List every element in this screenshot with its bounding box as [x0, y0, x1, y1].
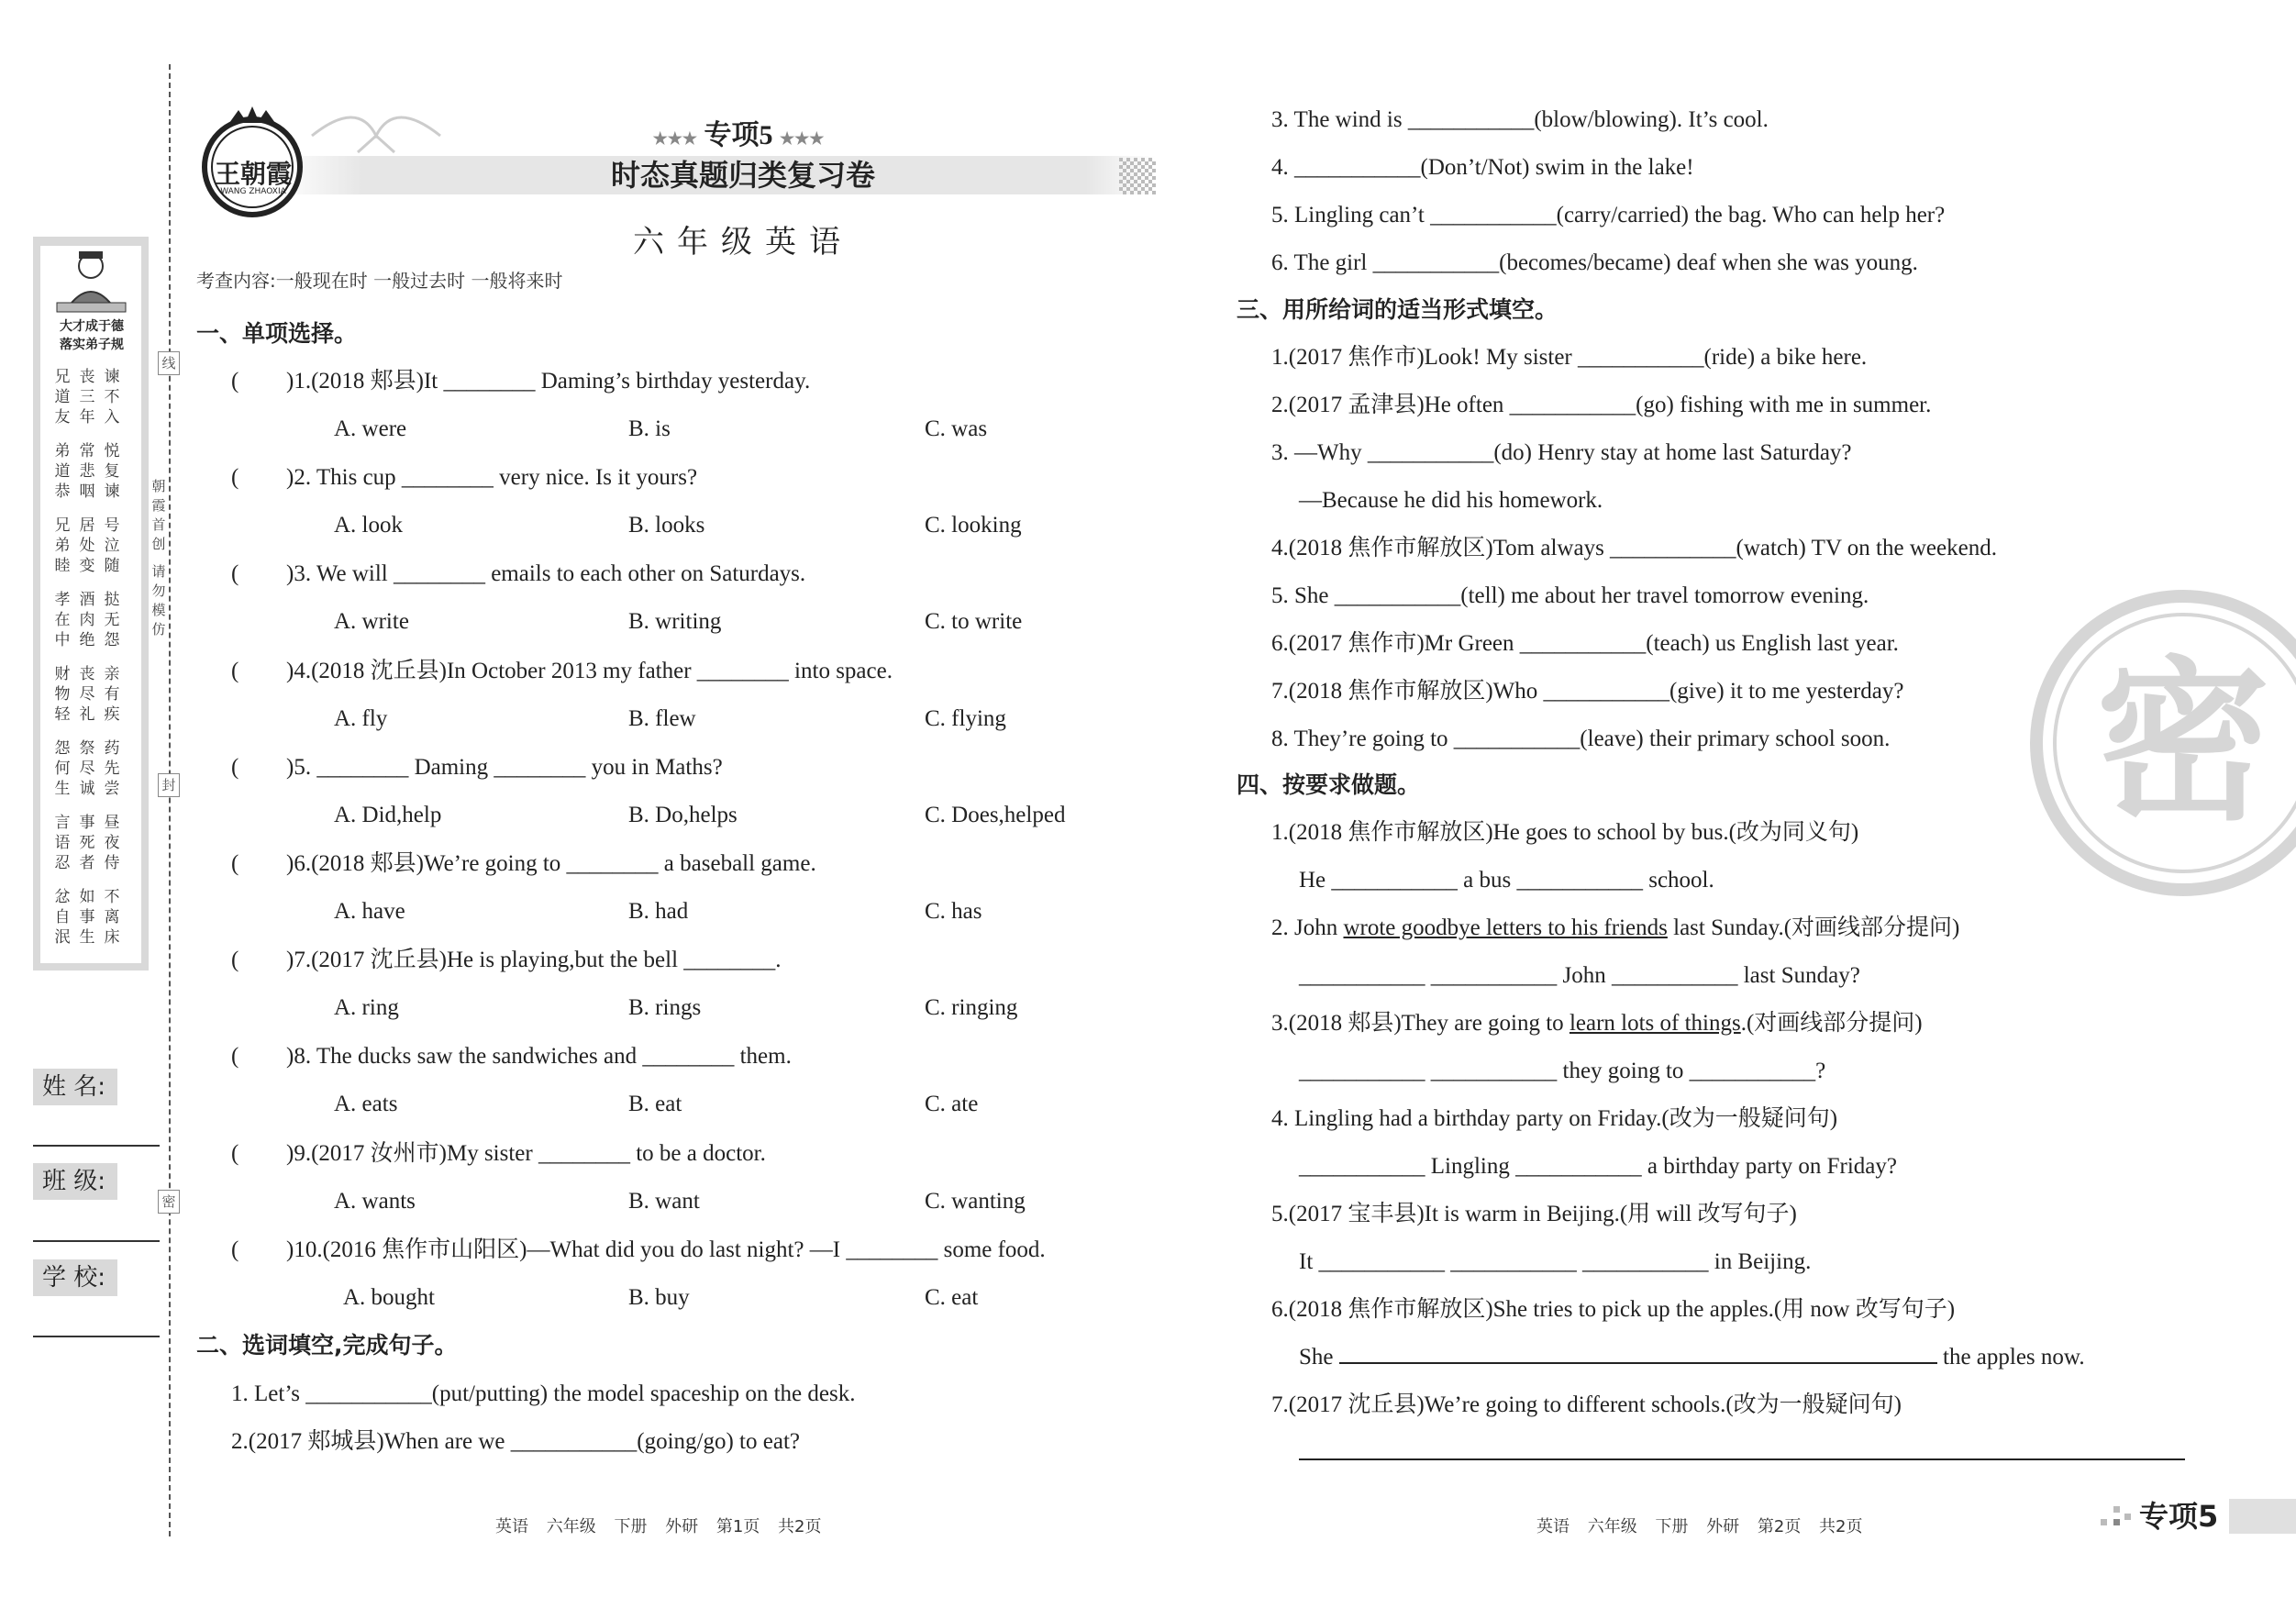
option-a[interactable]: A. wants [334, 1188, 416, 1214]
s4-q7: 7.(2017 沈丘县)We’re going to different schools.(改为一般疑问句) [1271, 1392, 1902, 1417]
answer-paren[interactable]: ( [231, 1237, 239, 1262]
verse-line: 兄丧谏 [54, 368, 129, 386]
question-row [231, 944, 782, 977]
s3-item: 7.(2018 焦作市解放区)Who ___________(give) it to me yesterday? [1271, 679, 1904, 704]
verse-line: 弟常悦 [54, 442, 129, 460]
name-field[interactable] [33, 1145, 160, 1147]
question-text: )4.(2018 沈丘县)In October 2013 my father ________ into space. [286, 658, 893, 683]
q6-answer-suffix: the apples now. [1943, 1345, 2085, 1370]
verse-line: 友年入 [54, 408, 129, 427]
logo-text: 王朝霞 [214, 159, 292, 189]
footer-right: 英语 六年级 下册 外研 第2页 共2页 [1536, 1517, 1863, 1536]
option-a[interactable]: A. bought [343, 1284, 435, 1310]
question-text: )6.(2018 郏县)We’re going to ________ a baseball game. [286, 851, 816, 876]
s4-q1-answer: He ___________ a bus ___________ school. [1299, 868, 1714, 893]
verse-line: 睦变随 [54, 557, 129, 575]
question-text: )2. This cup ________ very nice. Is it yours? [286, 465, 698, 491]
s2-item: 1. Let’s ___________(put/putting) the model spaceship on the desk. [231, 1381, 856, 1406]
option-c[interactable]: C. to write [925, 609, 1023, 635]
s3-item: 2.(2017 孟津县)He often ___________(go) fishing with me in summer. [1271, 393, 1932, 417]
seal-char: 线 [158, 351, 180, 375]
verse-line: 道三不 [54, 388, 129, 406]
s4-q2-answer: ___________ ___________ John ___________ last Sunday? [1299, 963, 1860, 988]
s3-item: 5. She ___________(tell) me about her travel tomorrow evening. [1271, 583, 1869, 608]
option-b[interactable]: B. looks [628, 513, 705, 538]
option-c[interactable]: C. Does,helped [925, 802, 1066, 827]
s3-item: —Because he did his homework. [1299, 488, 1603, 513]
verse-line: 在肉无 [54, 611, 129, 629]
option-b[interactable]: B. eat [628, 1092, 682, 1117]
s4-q5-answer: It ___________ ___________ ___________ in Beijing. [1299, 1249, 1812, 1274]
q2-suffix: last Sunday.(对画线部分提问) [1667, 915, 1960, 940]
footer-left: 英语 六年级 下册 外研 第1页 共2页 [495, 1517, 822, 1536]
footer-tag-bar [2229, 1499, 2296, 1534]
option-a[interactable]: A. fly [334, 705, 388, 731]
question-row [231, 1234, 1046, 1267]
question-text: )3. We will ________ emails to each other on Saturdays. [286, 561, 806, 587]
s2-item: 5. Lingling can’t ___________(carry/carried) the bag. Who can help her? [1271, 203, 1946, 227]
question-text: )8. The ducks saw the sandwiches and ________ them. [286, 1044, 792, 1070]
option-b[interactable]: B. flew [628, 705, 696, 731]
special-label: 专项5 [704, 120, 773, 150]
checker-icon [2101, 1506, 2132, 1532]
logo-subtext: WANG ZHAOXIA [220, 187, 286, 196]
class-field[interactable] [33, 1240, 160, 1242]
side-motto [44, 317, 139, 354]
s2-item: 3. The wind is ___________(blow/blowing). It’s cool. [1271, 107, 1769, 132]
section1-heading: 一、单项选择。 [196, 320, 358, 347]
q3-prefix: 3.(2018 郏县)They are going to [1271, 1011, 1569, 1036]
option-a[interactable]: A. were [334, 416, 407, 441]
side-note-char: 霞 [151, 497, 166, 514]
school-label: 学 校: [33, 1259, 117, 1296]
section3-heading: 三、用所给词的适当形式填空。 [1237, 296, 1558, 323]
option-b[interactable]: B. is [628, 416, 671, 441]
name-label: 姓 名: [33, 1069, 117, 1105]
option-b[interactable]: B. writing [628, 609, 722, 635]
verse-line: 道悲复 [54, 462, 129, 481]
s3-item: 6.(2017 焦作市)Mr Green ___________(teach) us English last year. [1271, 631, 1899, 656]
question-row [231, 1040, 792, 1073]
section2-heading: 二、选词填空,完成句子。 [196, 1332, 458, 1359]
answer-paren[interactable]: ( [231, 1044, 239, 1070]
option-b[interactable]: B. Do,helps [628, 802, 738, 827]
motto-line-1: 大才成于德 [60, 319, 124, 334]
s2-item: 6. The girl ___________(becomes/became) deaf when she was young. [1271, 250, 1918, 275]
checker-pattern [1119, 158, 1156, 194]
verse-line: 自事离 [54, 908, 129, 926]
scholar-icon [48, 246, 135, 319]
option-c[interactable]: C. has [925, 899, 982, 924]
s4-q3 [1271, 1007, 1923, 1040]
verse-line: 生诚尝 [54, 780, 129, 798]
verse-line: 孝酒挞 [54, 591, 129, 609]
motto-line-2: 落实弟子规 [60, 338, 124, 352]
side-note-char: 模 [151, 602, 166, 618]
verse-line: 物尽有 [54, 685, 129, 704]
s4-q3-answer: ___________ ___________ they going to ___________? [1299, 1059, 1826, 1083]
s2-item: 2.(2017 郏城县)When are we ___________(going/go) to eat? [231, 1429, 800, 1454]
option-c[interactable]: C. eat [925, 1284, 979, 1310]
ribbon-bow-icon [303, 99, 449, 154]
s4-q1: 1.(2018 焦作市解放区)He goes to school by bus.(改为同义句) [1271, 820, 1859, 845]
option-c[interactable]: C. was [925, 416, 988, 441]
verse-line: 何尽先 [54, 760, 129, 778]
option-a[interactable]: A. look [334, 513, 403, 538]
s4-q6: 6.(2018 焦作市解放区)She tries to pick up the apples.(用 now 改写句子) [1271, 1297, 1956, 1322]
side-note-char: 请 [151, 563, 166, 580]
star-icon: ★★★ [780, 129, 825, 148]
footer-special-tag [2101, 1499, 2296, 1534]
answer-paren[interactable]: ( [231, 1140, 239, 1166]
q2-underlined: wrote goodbye letters to his friends [1343, 915, 1668, 940]
seal-char: 密 [158, 1190, 180, 1214]
class-label: 班 级: [33, 1163, 117, 1200]
binding-dashed-line [169, 64, 171, 1536]
section4-heading: 四、按要求做题。 [1237, 771, 1421, 798]
option-b[interactable]: B. rings [628, 995, 702, 1021]
verse-line: 忿如不 [54, 888, 129, 906]
side-note-char: 创 [151, 536, 166, 552]
question-row [231, 848, 816, 881]
verse-line: 忍者侍 [54, 854, 129, 872]
question-row [231, 751, 723, 784]
question-row [231, 558, 805, 591]
verse-line: 泯生床 [54, 928, 129, 947]
verse-line: 怨祭药 [54, 739, 129, 758]
option-b[interactable]: B. had [628, 899, 689, 924]
side-note-char: 朝 [151, 478, 166, 494]
s3-item: 4.(2018 焦作市解放区)Tom always ___________(watch) TV on the weekend. [1271, 536, 1997, 560]
q3-underlined: learn lots of things [1569, 1011, 1741, 1036]
exam-scope: 考查内容:一般现在时 一般过去时 一般将来时 [196, 270, 563, 292]
special-heading [624, 112, 853, 152]
verse-line: 财丧亲 [54, 665, 129, 683]
question-text: )1.(2018 郏县)It ________ Daming’s birthday yesterday. [286, 369, 811, 394]
answer-paren[interactable]: ( [231, 561, 239, 587]
option-b[interactable]: B. want [628, 1188, 700, 1214]
side-note-char: 勿 [151, 582, 166, 599]
paper-title: 时态真题归类复习卷 [610, 158, 875, 193]
option-b[interactable]: B. buy [628, 1284, 690, 1310]
option-c[interactable]: C. ringing [925, 995, 1018, 1021]
verse-line: 弟处泣 [54, 537, 129, 555]
option-c[interactable]: C. flying [925, 705, 1006, 731]
q6-answer-prefix: She [1299, 1345, 1334, 1370]
star-icon: ★★★ [652, 129, 697, 148]
answer-paren[interactable]: ( [231, 658, 239, 683]
question-row [231, 461, 697, 494]
s2-item: 4. ___________(Don’t/Not) swim in the lake! [1271, 155, 1694, 180]
watermark-char: 密 [2095, 641, 2271, 844]
answer-paren[interactable]: ( [231, 948, 239, 973]
answer-paren[interactable]: ( [231, 369, 239, 394]
q6-answer-blank[interactable] [1339, 1346, 1937, 1364]
option-a[interactable]: A. have [334, 899, 405, 924]
option-c[interactable]: C. looking [925, 513, 1022, 538]
s4-q5: 5.(2017 宝丰县)It is warm in Beijing.(用 will 改写句子) [1271, 1202, 1797, 1226]
option-a[interactable]: A. ring [334, 995, 399, 1021]
verse-line: 兄居号 [54, 516, 129, 535]
s4-q7-answer-line[interactable] [1299, 1458, 2185, 1460]
s4-q6-answer [1299, 1341, 2085, 1374]
question-row [231, 365, 810, 398]
footer-tag-label: 专项5 [2139, 1499, 2219, 1534]
q3-suffix: .(对画线部分提问) [1740, 1011, 1923, 1036]
s3-item: 3. —Why ___________(do) Henry stay at home last Saturday? [1271, 440, 1852, 465]
option-c[interactable]: C. wanting [925, 1188, 1026, 1214]
side-note-char: 仿 [151, 621, 166, 638]
verse-line: 语死夜 [54, 834, 129, 852]
secret-watermark-icon [2027, 587, 2296, 899]
answer-paren[interactable]: ( [231, 465, 239, 491]
answer-paren[interactable]: ( [231, 754, 239, 780]
s4-q4: 4. Lingling had a birthday party on Friday.(改为一般疑问句) [1271, 1106, 1838, 1131]
question-text: )5. ________ Daming ________ you in Maths? [286, 754, 723, 780]
s4-q4-answer: ___________ Lingling ___________ a birthday party on Friday? [1299, 1154, 1898, 1179]
brand-logo [193, 103, 312, 222]
question-row [231, 1137, 766, 1170]
question-row [231, 655, 893, 688]
school-field[interactable] [33, 1336, 160, 1337]
answer-paren[interactable]: ( [231, 851, 239, 876]
question-text: )10.(2016 焦作市山阳区)—What did you do last night? —I ________ some food. [286, 1237, 1046, 1262]
q2-prefix: 2. John [1271, 915, 1344, 940]
verse-line: 恭咽谏 [54, 482, 129, 501]
verse-line: 中绝怨 [54, 631, 129, 649]
verse-line: 轻礼疾 [54, 705, 129, 724]
verse-line: 言事昼 [54, 814, 129, 832]
s3-item: 8. They’re going to ___________(leave) their primary school soon. [1271, 726, 1891, 751]
question-text: )9.(2017 汝州市)My sister ________ to be a doctor. [286, 1140, 766, 1166]
s3-item: 1.(2017 焦作市)Look! My sister ___________(ride) a bike here. [1271, 345, 1868, 370]
seal-char: 封 [158, 773, 180, 797]
grade-title: 六年级英语 [633, 224, 853, 261]
option-a[interactable]: A. eats [334, 1092, 398, 1117]
side-note-char: 首 [151, 516, 166, 533]
option-a[interactable]: A. write [334, 609, 409, 635]
question-text: )7.(2017 沈丘县)He is playing,but the bell ________. [286, 948, 782, 973]
s4-q2 [1271, 912, 1959, 945]
option-a[interactable]: A. Did,help [334, 802, 442, 827]
option-c[interactable]: C. ate [925, 1092, 979, 1117]
